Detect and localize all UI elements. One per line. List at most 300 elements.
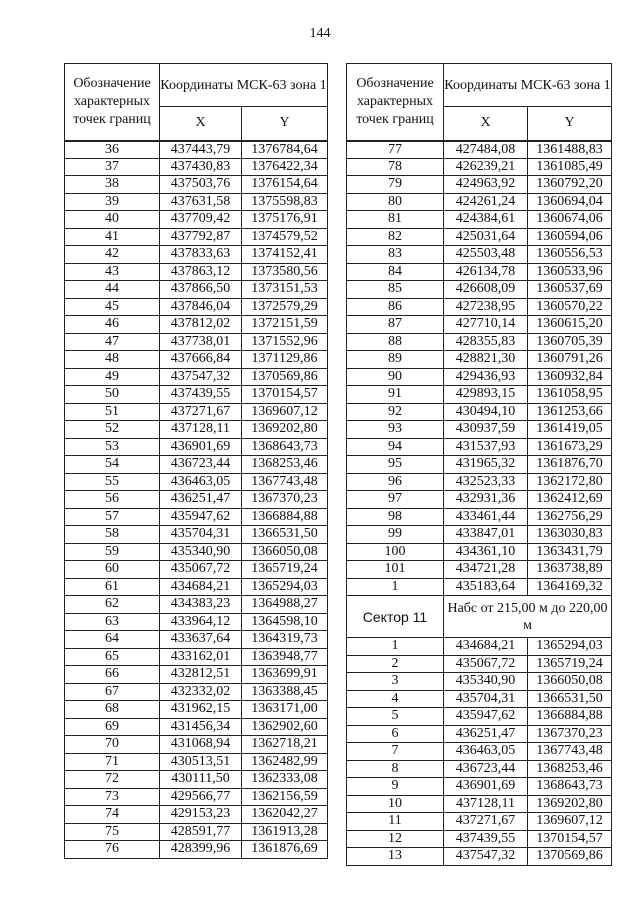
point-number: 90 (347, 368, 444, 386)
header-y: Y (528, 107, 612, 141)
table-row (65, 823, 328, 841)
coord-x: 436251,47 (160, 491, 242, 509)
coord-x: 426134,78 (444, 263, 528, 281)
coord-y: 1368253,46 (528, 760, 612, 778)
coord-x: 435947,62 (160, 508, 242, 526)
point-number: 44 (65, 281, 160, 299)
table-row (65, 438, 328, 456)
point-number: 38 (65, 176, 160, 194)
coord-y: 1362333,08 (242, 771, 328, 789)
coord-x: 435067,72 (160, 561, 242, 579)
coord-y: 1376422,34 (242, 158, 328, 176)
point-number: 55 (65, 473, 160, 491)
table-row (347, 508, 612, 526)
table-row (65, 246, 328, 264)
table-row (347, 561, 612, 579)
coord-y: 1365294,03 (528, 638, 612, 656)
point-number: 6 (347, 725, 444, 743)
point-number: 9 (347, 778, 444, 796)
coord-y: 1363948,77 (242, 648, 328, 666)
point-number: 54 (65, 456, 160, 474)
coord-y: 1361876,70 (528, 456, 612, 474)
coord-y: 1360932,84 (528, 368, 612, 386)
table-row (347, 333, 612, 351)
point-number: 61 (65, 578, 160, 596)
point-number: 79 (347, 176, 444, 194)
coord-y: 1364988,27 (242, 596, 328, 614)
coord-y: 1366050,08 (528, 673, 612, 691)
coord-x: 424963,92 (444, 176, 528, 194)
point-number: 50 (65, 386, 160, 404)
table-row (65, 543, 328, 561)
coord-x: 429153,23 (160, 806, 242, 824)
table-row (347, 795, 612, 813)
point-number: 65 (65, 648, 160, 666)
table-row (65, 316, 328, 334)
point-number: 92 (347, 403, 444, 421)
coord-y: 1361913,28 (242, 823, 328, 841)
coord-x: 425031,64 (444, 228, 528, 246)
table-row (65, 298, 328, 316)
table-row (65, 508, 328, 526)
coord-x: 435947,62 (444, 708, 528, 726)
coord-y: 1363431,79 (528, 543, 612, 561)
coord-y: 1364598,10 (242, 613, 328, 631)
coord-x: 430494,10 (444, 403, 528, 421)
table-row (347, 158, 612, 176)
point-number: 70 (65, 736, 160, 754)
table-row (347, 638, 612, 656)
coord-x: 437631,58 (160, 193, 242, 211)
table-row (347, 708, 612, 726)
coord-x: 432812,51 (160, 666, 242, 684)
coord-x: 437812,02 (160, 316, 242, 334)
point-number: 43 (65, 263, 160, 281)
coord-x: 436723,44 (160, 456, 242, 474)
point-number: 12 (347, 830, 444, 848)
table-row (347, 473, 612, 491)
coord-x: 431456,34 (160, 718, 242, 736)
coord-y: 1360537,69 (528, 281, 612, 299)
point-number: 58 (65, 526, 160, 544)
coord-x: 437271,67 (160, 403, 242, 421)
table-row (347, 403, 612, 421)
table-row (65, 473, 328, 491)
point-number: 94 (347, 438, 444, 456)
coord-x: 428591,77 (160, 823, 242, 841)
table-row (347, 578, 612, 596)
point-number: 4 (347, 690, 444, 708)
point-number: 81 (347, 211, 444, 229)
coord-y: 1364169,32 (528, 578, 612, 596)
point-number: 80 (347, 193, 444, 211)
coord-x: 435067,72 (444, 655, 528, 673)
coord-x: 428355,83 (444, 333, 528, 351)
point-number: 10 (347, 795, 444, 813)
point-number: 100 (347, 543, 444, 561)
point-number: 71 (65, 753, 160, 771)
coord-x: 437792,87 (160, 228, 242, 246)
table-row (347, 673, 612, 691)
header-x: X (444, 107, 528, 141)
table-row (65, 368, 328, 386)
coord-x: 431068,94 (160, 736, 242, 754)
point-number: 47 (65, 333, 160, 351)
table-row (65, 666, 328, 684)
point-number: 85 (347, 281, 444, 299)
coord-y: 1363171,00 (242, 701, 328, 719)
table-row (65, 578, 328, 596)
coord-y: 1360791,26 (528, 351, 612, 369)
coord-x: 434383,23 (160, 596, 242, 614)
coord-y: 1365719,24 (528, 655, 612, 673)
coord-x: 433847,01 (444, 526, 528, 544)
point-number: 11 (347, 813, 444, 831)
point-number: 75 (65, 823, 160, 841)
coord-x: 437503,76 (160, 176, 242, 194)
coord-y: 1363699,91 (242, 666, 328, 684)
coord-x: 437443,79 (160, 141, 242, 159)
coord-x: 433964,12 (160, 613, 242, 631)
coord-x: 435704,31 (160, 526, 242, 544)
table-row (347, 743, 612, 761)
coord-x: 435340,90 (160, 543, 242, 561)
coord-x: 436723,44 (444, 760, 528, 778)
point-number: 95 (347, 456, 444, 474)
coord-y: 1367743,48 (528, 743, 612, 761)
coord-y: 1376784,64 (242, 141, 328, 159)
coord-x: 434721,28 (444, 561, 528, 579)
coord-y: 1372579,29 (242, 298, 328, 316)
coord-y: 1367370,23 (528, 725, 612, 743)
coord-x: 430111,50 (160, 771, 242, 789)
table-row (347, 456, 612, 474)
point-number: 7 (347, 743, 444, 761)
table-row (347, 228, 612, 246)
table-row (347, 193, 612, 211)
coord-y: 1360533,96 (528, 263, 612, 281)
coord-y: 1361058,95 (528, 386, 612, 404)
coord-y: 1366884,88 (528, 708, 612, 726)
coord-y: 1360570,22 (528, 298, 612, 316)
table-row (347, 813, 612, 831)
coord-x: 431965,32 (444, 456, 528, 474)
point-number: 83 (347, 246, 444, 264)
point-number: 59 (65, 543, 160, 561)
header-coordinates: Координаты МСК-63 зона 1 (160, 64, 328, 107)
point-number: 63 (65, 613, 160, 631)
table-row (65, 596, 328, 614)
point-number: 96 (347, 473, 444, 491)
coord-y: 1371129,86 (242, 351, 328, 369)
coord-y: 1365719,24 (242, 561, 328, 579)
coord-x: 424261,24 (444, 193, 528, 211)
table-row (65, 141, 328, 159)
coord-x: 434684,21 (444, 638, 528, 656)
header-y: Y (242, 107, 328, 141)
point-number: 97 (347, 491, 444, 509)
coord-y: 1369607,12 (242, 403, 328, 421)
table-row (65, 176, 328, 194)
table-row (65, 613, 328, 631)
coord-y: 1361876,69 (242, 841, 328, 859)
coord-x: 427238,95 (444, 298, 528, 316)
point-number: 51 (65, 403, 160, 421)
coordinates-table-right (346, 63, 612, 866)
table-row (65, 351, 328, 369)
coord-y: 1361253,66 (528, 403, 612, 421)
coord-y: 1367370,23 (242, 491, 328, 509)
coord-y: 1360556,53 (528, 246, 612, 264)
coord-y: 1363388,45 (242, 683, 328, 701)
table-row (347, 438, 612, 456)
coord-y: 1362412,69 (528, 491, 612, 509)
point-number: 93 (347, 421, 444, 439)
point-number: 101 (347, 561, 444, 579)
table-row (65, 333, 328, 351)
point-number: 67 (65, 683, 160, 701)
point-number: 77 (347, 141, 444, 159)
point-number: 68 (65, 701, 160, 719)
coord-x: 437128,11 (160, 421, 242, 439)
table-row (347, 543, 612, 561)
coord-y: 1370154,57 (242, 386, 328, 404)
coord-x: 434361,10 (444, 543, 528, 561)
point-number: 66 (65, 666, 160, 684)
point-number: 41 (65, 228, 160, 246)
table-row (65, 403, 328, 421)
coord-x: 437846,04 (160, 298, 242, 316)
table-row (65, 491, 328, 509)
page-number: 144 (309, 26, 331, 41)
coord-y: 1360674,06 (528, 211, 612, 229)
coord-x: 427484,08 (444, 141, 528, 159)
coord-y: 1362156,59 (242, 788, 328, 806)
table-row (347, 526, 612, 544)
coord-x: 436901,69 (160, 438, 242, 456)
coord-x: 426239,21 (444, 158, 528, 176)
point-number: 37 (65, 158, 160, 176)
coord-x: 437866,50 (160, 281, 242, 299)
table-row (65, 788, 328, 806)
header-x: X (160, 107, 242, 141)
coord-x: 437666,84 (160, 351, 242, 369)
coord-x: 430937,59 (444, 421, 528, 439)
table-row (65, 158, 328, 176)
coord-y: 1370154,57 (528, 830, 612, 848)
table-row (65, 683, 328, 701)
table-row (65, 386, 328, 404)
table-row (347, 725, 612, 743)
coord-x: 437439,55 (444, 830, 528, 848)
coord-x: 436463,05 (444, 743, 528, 761)
table-row (347, 760, 612, 778)
table-row (65, 841, 328, 859)
coord-x: 426608,09 (444, 281, 528, 299)
coord-x: 435183,64 (444, 578, 528, 596)
coord-x: 437863,12 (160, 263, 242, 281)
table-row (65, 421, 328, 439)
table-row (347, 848, 612, 866)
coord-x: 424384,61 (444, 211, 528, 229)
point-number: 62 (65, 596, 160, 614)
coord-y: 1360615,20 (528, 316, 612, 334)
coord-x: 437833,63 (160, 246, 242, 264)
point-number: 8 (347, 760, 444, 778)
coord-y: 1368253,46 (242, 456, 328, 474)
table-row (347, 281, 612, 299)
coord-x: 436251,47 (444, 725, 528, 743)
coord-x: 436463,05 (160, 473, 242, 491)
coord-y: 1361085,49 (528, 158, 612, 176)
point-number: 57 (65, 508, 160, 526)
point-number: 39 (65, 193, 160, 211)
coord-x: 430513,51 (160, 753, 242, 771)
coord-y: 1369202,80 (242, 421, 328, 439)
coord-x: 433461,44 (444, 508, 528, 526)
point-number: 3 (347, 673, 444, 691)
coord-y: 1362172,80 (528, 473, 612, 491)
sector-row (347, 596, 612, 638)
point-number: 78 (347, 158, 444, 176)
table-row (347, 263, 612, 281)
point-number: 72 (65, 771, 160, 789)
coord-x: 436901,69 (444, 778, 528, 796)
table-row (347, 368, 612, 386)
coord-y: 1360694,04 (528, 193, 612, 211)
point-number: 89 (347, 351, 444, 369)
point-number: 88 (347, 333, 444, 351)
coord-y: 1373580,56 (242, 263, 328, 281)
coord-y: 1361419,05 (528, 421, 612, 439)
coord-y: 1371552,96 (242, 333, 328, 351)
coord-y: 1366884,88 (242, 508, 328, 526)
point-number: 52 (65, 421, 160, 439)
point-number: 74 (65, 806, 160, 824)
coord-y: 1368643,73 (528, 778, 612, 796)
coord-y: 1374579,52 (242, 228, 328, 246)
coord-y: 1364319,73 (242, 631, 328, 649)
coord-y: 1369202,80 (528, 795, 612, 813)
point-number: 86 (347, 298, 444, 316)
coord-y: 1360792,20 (528, 176, 612, 194)
point-number: 5 (347, 708, 444, 726)
coord-y: 1375176,91 (242, 211, 328, 229)
point-number: 84 (347, 263, 444, 281)
coord-x: 434684,21 (160, 578, 242, 596)
table-row (347, 655, 612, 673)
table-row (65, 456, 328, 474)
coordinates-table-left (64, 63, 328, 859)
point-number: 48 (65, 351, 160, 369)
table-row (65, 263, 328, 281)
coord-y: 1366531,50 (528, 690, 612, 708)
coord-x: 429893,15 (444, 386, 528, 404)
point-number: 64 (65, 631, 160, 649)
table-row (65, 806, 328, 824)
table-row (65, 281, 328, 299)
point-number: 2 (347, 655, 444, 673)
sector-range: Набс от 215,00 м до 220,00 м (444, 596, 612, 638)
table-row (347, 211, 612, 229)
point-number: 53 (65, 438, 160, 456)
sector-label: Сектор 11 (347, 596, 444, 638)
coord-y: 1362482,99 (242, 753, 328, 771)
table-row (347, 778, 612, 796)
table-row (347, 298, 612, 316)
table-row (65, 211, 328, 229)
table-row (347, 176, 612, 194)
coord-x: 437547,32 (444, 848, 528, 866)
coord-x: 431962,15 (160, 701, 242, 719)
coord-y: 1361673,29 (528, 438, 612, 456)
table-row (65, 193, 328, 211)
point-number: 45 (65, 298, 160, 316)
coord-x: 429566,77 (160, 788, 242, 806)
coord-x: 431537,93 (444, 438, 528, 456)
header-designation: Обозначение характерных точек границ (347, 64, 444, 141)
coord-y: 1366531,50 (242, 526, 328, 544)
point-number: 56 (65, 491, 160, 509)
coord-x: 437271,67 (444, 813, 528, 831)
header-coordinates: Координаты МСК-63 зона 1 (444, 64, 612, 107)
table-row (347, 690, 612, 708)
coord-x: 428399,96 (160, 841, 242, 859)
coord-y: 1366050,08 (242, 543, 328, 561)
coord-x: 437547,32 (160, 368, 242, 386)
coord-y: 1360594,06 (528, 228, 612, 246)
table-row (65, 718, 328, 736)
point-number: 91 (347, 386, 444, 404)
coord-x: 427710,14 (444, 316, 528, 334)
coord-x: 429436,93 (444, 368, 528, 386)
table-row (65, 701, 328, 719)
table-row (65, 771, 328, 789)
coord-x: 435704,31 (444, 690, 528, 708)
point-number: 40 (65, 211, 160, 229)
point-number: 76 (65, 841, 160, 859)
coord-x: 433637,64 (160, 631, 242, 649)
coord-y: 1370569,86 (242, 368, 328, 386)
coord-x: 437430,83 (160, 158, 242, 176)
table-row (65, 228, 328, 246)
coord-y: 1362042,27 (242, 806, 328, 824)
point-number: 46 (65, 316, 160, 334)
coord-y: 1376154,64 (242, 176, 328, 194)
table-row (65, 631, 328, 649)
coord-x: 425503,48 (444, 246, 528, 264)
coord-y: 1363030,83 (528, 526, 612, 544)
point-number: 1 (347, 578, 444, 596)
point-number: 42 (65, 246, 160, 264)
point-number: 13 (347, 848, 444, 866)
table-row (347, 246, 612, 264)
coord-y: 1375598,83 (242, 193, 328, 211)
point-number: 36 (65, 141, 160, 159)
coord-x: 433162,01 (160, 648, 242, 666)
coord-x: 437439,55 (160, 386, 242, 404)
header-designation: Обозначение характерных точек границ (65, 64, 160, 141)
coord-y: 1372151,59 (242, 316, 328, 334)
coord-x: 428821,30 (444, 351, 528, 369)
table-row (65, 753, 328, 771)
coord-x: 435340,90 (444, 673, 528, 691)
coord-x: 437709,42 (160, 211, 242, 229)
coord-y: 1362718,21 (242, 736, 328, 754)
point-number: 98 (347, 508, 444, 526)
table-row (65, 526, 328, 544)
point-number: 60 (65, 561, 160, 579)
